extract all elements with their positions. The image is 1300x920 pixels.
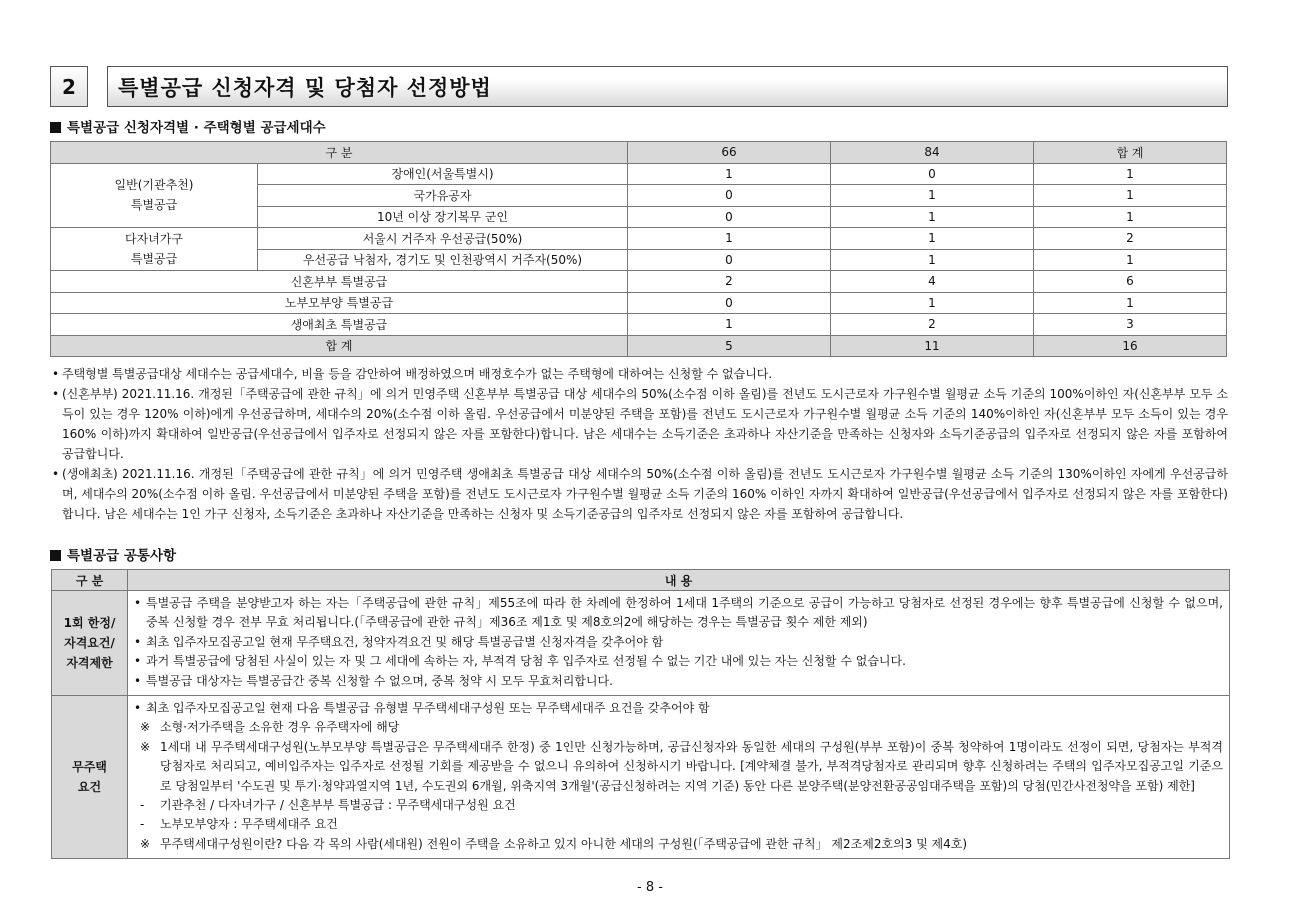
note-text: (생애최초) 2021.11.16. 개정된「주택공급에 관한 규칙」에 의거 민영주택 생애최초 특별공급 대상 세대수의 50%(소수점 이하 올림)를 전년도 도시근로자 가구원수별 월평균 소득 기준의 130%이하인 자에게 우선공급하며, 세대수의 20%(소수점 이하 올림. 우선공급에서 미분양된 주택을 포함)를 전년도 도시근로자 가구원수별 월평균 소득 기준의 160% 이하인 자까지 확대하여 일반공급(우선공급에서 입주자로 선정되지 않은 자를 포함한다)합니다. 남은 세대수는 1인 가구 신청자, 소득기준은 초과하나 자산기준을 만족하는 신청자 및 소득기준공급의 입주자로 선정되지 않은 자를 포함하여 공급합니다.	[62, 467, 1228, 521]
cell-total: 1	[1034, 163, 1227, 185]
section-heading	[50, 66, 1228, 107]
square-bullet-icon	[50, 550, 61, 561]
cell-total: 3	[1034, 314, 1227, 336]
common-table	[51, 569, 1230, 859]
row-label: 우선공급 낙첨자, 경기도 및 인천광역시 거주자(50%)	[258, 249, 628, 271]
table-row	[52, 696, 1230, 859]
section-number: 2	[50, 66, 88, 107]
row-label: 신혼부부 특별공급	[51, 271, 628, 293]
note-text: 무주택세대구성원이란? 다음 각 목의 사람(세대원) 전원이 주택을 소유하고 있지 아니한 세대의 구성원(「주택공급에 관한 규칙」 제2조제2호의3 및 제4호)	[160, 836, 968, 851]
cell-66: 1	[628, 314, 831, 336]
cell-84: 1	[831, 228, 1034, 250]
cell-total: 1	[1034, 292, 1227, 314]
list-item-text: 특별공급 주택을 분양받고자 하는 자는「주택공급에 관한 규칙」제55조에 따라 한 차례에 한정하여 1세대 1주택의 기준으로 공급이 가능하고 당첨자로 선정된 경우에는 향후 특별공급에 신청할 수 없으며, 중복 신청할 경우 전부 무효 처리됩니다.(「주택공급에 관한 규칙」제36조 제1호 및 제8호의2에 해당하는 경우는 특별공급 횟수 제한 제외)	[146, 596, 1223, 630]
cell-84: 1	[831, 206, 1034, 228]
table-header-row	[51, 142, 1227, 164]
list-item-text: 최초 입주자모집공고일 현재 무주택요건, 청약자격요건 및 해당 특별공급별 신청자격을 갖추어야 함	[146, 634, 664, 649]
table-total-row	[51, 335, 1227, 357]
cell-66: 0	[628, 185, 831, 207]
group-general: 일반(기관추천) 특별공급	[51, 163, 258, 228]
cell-84: 0	[831, 163, 1034, 185]
cell-total: 1	[1034, 249, 1227, 271]
note-text: 주택형별 특별공급대상 세대수는 공급세대수, 비율 등을 감안하여 배정하였으며 배정호수가 없는 주택형에 대하여는 신청할 수 없습니다.	[62, 367, 773, 381]
bullet-icon: •	[134, 701, 142, 716]
supply-subtitle-text: 특별공급 신청자격별 · 주택형별 공급세대수	[67, 120, 326, 136]
note-item	[134, 835, 1223, 854]
cell-total: 1	[1034, 206, 1227, 228]
row-label: 국가유공자	[258, 185, 628, 207]
cell-66: 2	[628, 271, 831, 293]
bullet-icon: •	[52, 387, 60, 401]
list-item	[134, 652, 1223, 671]
dash-text: 노부모부양자 : 무주택세대주 요건	[160, 817, 338, 832]
notes-list	[52, 364, 1228, 524]
square-bullet-icon	[50, 122, 61, 133]
row-label: 장애인(서울특별시)	[258, 163, 628, 185]
cell-total: 1	[1034, 185, 1227, 207]
total-total: 16	[1034, 335, 1227, 357]
common-subtitle-text: 특별공급 공통사항	[67, 548, 177, 564]
header-content: 내 용	[128, 570, 1230, 591]
bullet-icon: •	[134, 673, 142, 688]
reference-mark-icon: ※	[140, 739, 151, 754]
cell-66: 0	[628, 206, 831, 228]
note-item	[52, 384, 1228, 464]
header-84: 84	[831, 142, 1034, 164]
list-item	[134, 672, 1223, 691]
list-item-text: 최초 입주자모집공고일 현재 다음 특별공급 유형별 무주택세대구성원 또는 무주택세대주 요건을 갖추어야 함	[146, 701, 710, 716]
note-text: 소형·저가주택을 소유한 경우 유주택자에 해당	[160, 720, 400, 735]
note-item	[52, 464, 1228, 524]
table-row	[52, 591, 1230, 696]
cell-total: 6	[1034, 271, 1227, 293]
list-item	[134, 594, 1223, 633]
table-row	[51, 314, 1227, 336]
bullet-icon: •	[134, 634, 142, 649]
row-label: 노부모부양 특별공급	[51, 292, 628, 314]
supply-table	[50, 141, 1227, 357]
cell-84: 1	[831, 249, 1034, 271]
header-category: 구 분	[51, 142, 628, 164]
header-category: 구 분	[52, 570, 128, 591]
row-label: 생애최초 특별공급	[51, 314, 628, 336]
content-cell	[128, 591, 1230, 696]
category-cell: 1회 한정/ 자격요건/ 자격제한	[52, 591, 128, 696]
header-66: 66	[628, 142, 831, 164]
list-item	[134, 633, 1223, 652]
total-66: 5	[628, 335, 831, 357]
content-cell	[128, 696, 1230, 859]
reference-mark-icon: ※	[140, 836, 151, 851]
dash-item	[134, 796, 1223, 815]
cell-84: 4	[831, 271, 1034, 293]
common-subtitle	[50, 544, 176, 564]
header-total: 합 계	[1034, 142, 1227, 164]
bullet-icon: •	[52, 467, 60, 481]
bullet-icon: •	[134, 654, 142, 669]
cell-84: 2	[831, 314, 1034, 336]
supply-subtitle	[50, 116, 326, 136]
total-84: 11	[831, 335, 1034, 357]
note-text: (신혼부부) 2021.11.16. 개정된「주택공급에 관한 규칙」에 의거 민영주택 신혼부부 특별공급 대상 세대수의 50%(소수점 이하 올림)를 전년도 도시근로자 가구원수별 월평균 소득 기준의 100%이하인 자(신혼부부 모두 소득이 있는 경우 120% 이하)에게 우선공급하며, 세대수의 20%(소수점 이하 올림. 우선공급에서 미분양된 주택을 포함)를 전년도 도시근로자 가구원수별 월평균 소득 기준의 140%이하인 자(신혼부부 모두 소득이 있는 경우 160% 이하)까지 확대하여 일반공급(우선공급에서 입주자로 선정되지 않은 자를 포함한다)합니다. 남은 세대수는 소득기준은 초과하나 자산기준을 만족하는 신청자와 소득기준공급의 입주자로 선정되지 않은 자를 포함하여 공급합니다.	[62, 387, 1228, 461]
section-title: 특별공급 신청자격 및 당첨자 선정방법	[107, 66, 1228, 107]
bullet-icon: •	[52, 367, 60, 381]
cell-84: 1	[831, 292, 1034, 314]
note-item	[134, 718, 1223, 737]
dash-icon: -	[140, 817, 145, 832]
cell-total: 2	[1034, 228, 1227, 250]
table-row	[51, 228, 1227, 250]
table-row	[51, 163, 1227, 185]
dash-item	[134, 815, 1223, 834]
reference-mark-icon: ※	[140, 720, 151, 735]
bullet-icon: •	[134, 596, 142, 610]
list-item-text: 과거 특별공급에 당첨된 사실이 있는 자 및 그 세대에 속하는 자, 부적격 당첨 후 입주자로 선정될 수 없는 기간 내에 있는 자는 신청할 수 없습니다.	[146, 654, 906, 669]
cell-66: 0	[628, 249, 831, 271]
note-item	[134, 738, 1223, 796]
row-label: 10년 이상 장기복무 군인	[258, 206, 628, 228]
cell-66: 1	[628, 163, 831, 185]
cell-84: 1	[831, 185, 1034, 207]
category-cell: 무주택 요건	[52, 696, 128, 859]
group-multichild: 다자녀가구 특별공급	[51, 228, 258, 271]
list-item-text: 특별공급 대상자는 특별공급간 중복 신청할 수 없으며, 중복 청약 시 모두 무효처리합니다.	[146, 673, 613, 688]
table-header-row	[52, 570, 1230, 591]
note-text: 1세대 내 무주택세대구성원(노부모부양 특별공급은 무주택세대주 한정) 중 1인만 신청가능하며, 공급신청자와 동일한 세대의 구성원(부부 포함)이 중복 청약하여 1명이라도 선정이 되면, 당첨자는 부적격당첨자로 처리되고, 예비입주자는 입주자로 선정될 기회를 제공받을 수 없으니 유의하여 신청하시기 바랍니다. [계약체결 불가, 부적격당첨자로 관리되며 향후 신청하려는 주택의 입주자모집공고일 기준으로 당첨일부터 '수도권 및 투기·청약과열지역 1년, 수도권외 6개월, 위축지역 3개월'(공급신청하려는 지역 기준) 동안 다른 분양주택(분양전환공공임대주택을 포함)의 당첨(민간사전청약을 포함) 제한]	[160, 739, 1223, 793]
total-label: 합 계	[51, 335, 628, 357]
row-label: 서울시 거주자 우선공급(50%)	[258, 228, 628, 250]
cell-66: 1	[628, 228, 831, 250]
table-row	[51, 271, 1227, 293]
cell-66: 0	[628, 292, 831, 314]
dash-icon: -	[140, 798, 145, 813]
dash-text: 기관추천 / 다자녀가구 / 신혼부부 특별공급 : 무주택세대구성원 요건	[160, 798, 516, 813]
page-number: - 8 -	[637, 880, 663, 895]
table-row	[51, 292, 1227, 314]
list-item	[134, 699, 1223, 718]
note-item	[52, 364, 1228, 384]
